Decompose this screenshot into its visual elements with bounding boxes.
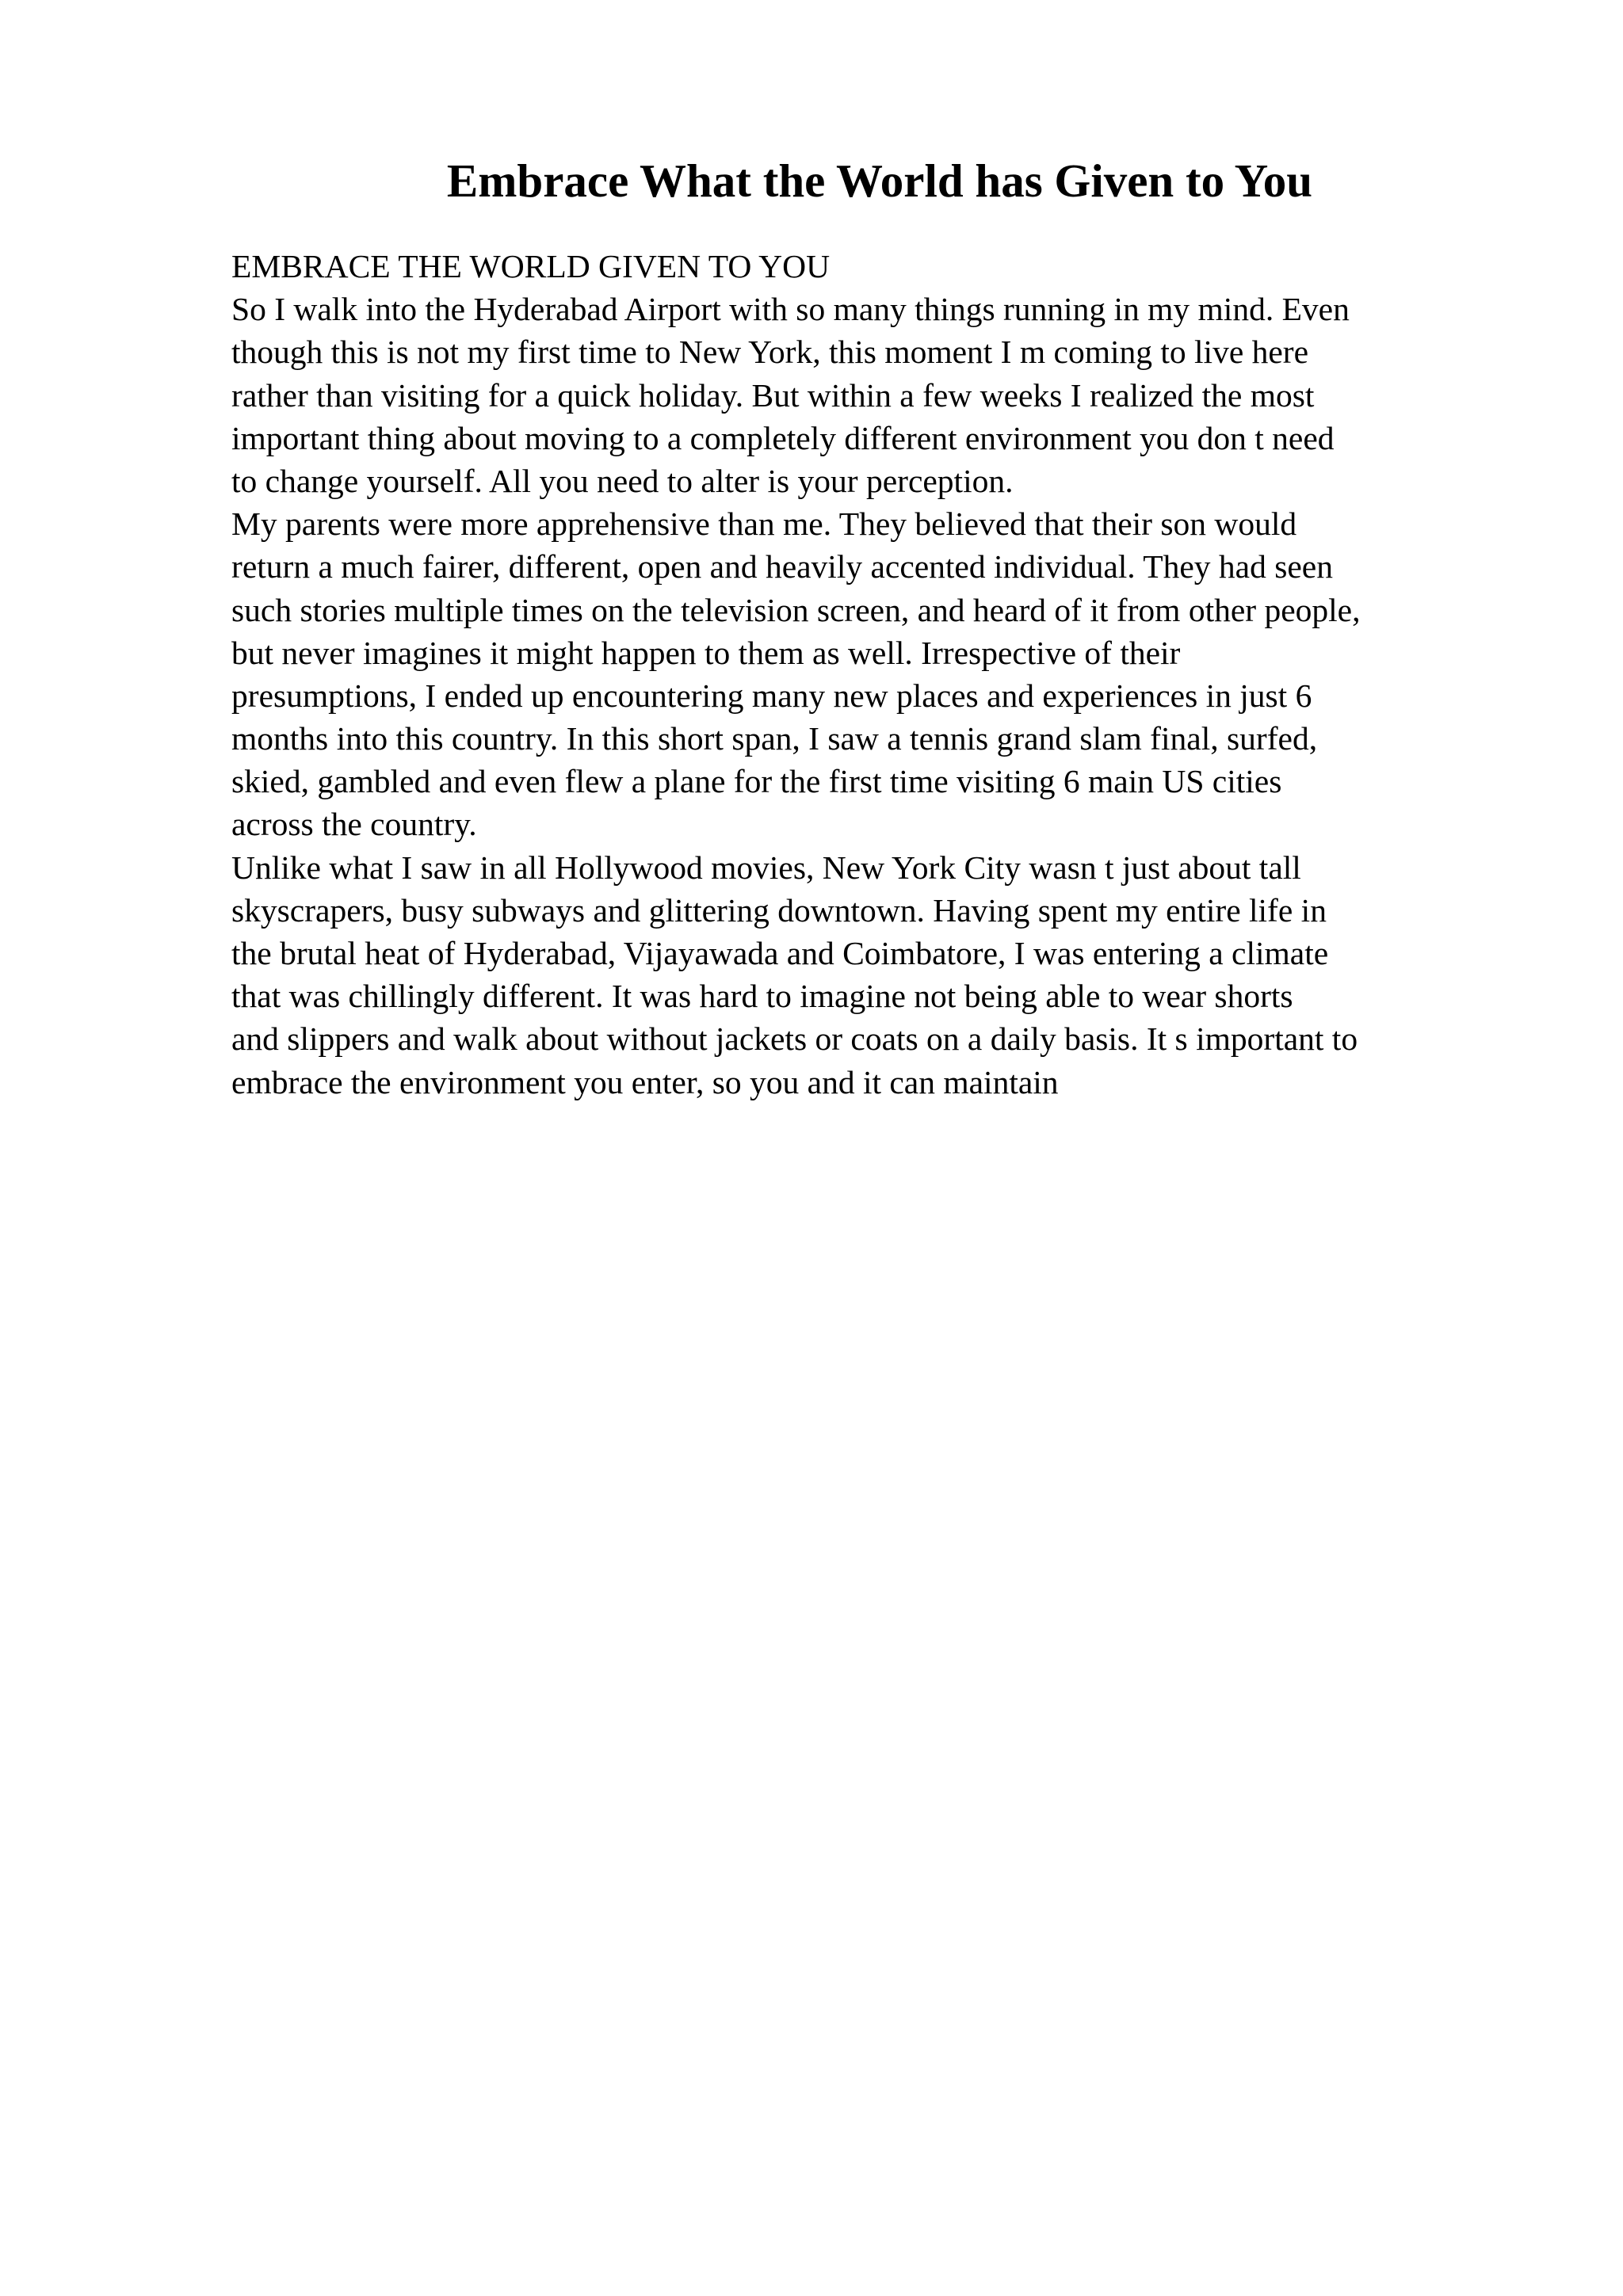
body-line: the brutal heat of Hyderabad, Vijayawada and Coimbatore, I was entering a climate [231, 935, 1329, 971]
body-line: important thing about moving to a completely different environment you don t need [231, 419, 1335, 456]
body-line: Unlike what I saw in all Hollywood movies, New York City wasn t just about tall [231, 849, 1301, 886]
body-line: across the country. [231, 806, 477, 843]
body-line: embrace the environment you enter, so you and it can maintain [231, 1063, 1059, 1100]
body-line: but never imagines it might happen to them as well. Irrespective of their [231, 634, 1181, 671]
body-line: skyscrapers, busy subways and glittering downtown. Having spent my entire life in [231, 891, 1327, 929]
body-line: My parents were more apprehensive than me. They believed that their son would [231, 505, 1297, 543]
document-body [231, 245, 1531, 1104]
document-title: Embrace What the World has Given to You [446, 154, 1313, 207]
body-line: presumptions, I ended up encountering many new places and experiences in just 6 [231, 677, 1312, 714]
body-line: such stories multiple times on the television screen, and heard of it from other people, [231, 591, 1361, 628]
body-line: EMBRACE THE WORLD GIVEN TO YOU [231, 248, 831, 284]
body-line: skied, gambled and even flew a plane for the first time visiting 6 main US cities [231, 763, 1282, 800]
body-line: to change yourself. All you need to alter is your perception. [231, 462, 1014, 499]
body-line: months into this country. In this short span, I saw a tennis grand slam final, surfed, [231, 720, 1318, 757]
body-line: rather than visiting for a quick holiday. But within a few weeks I realized the most [231, 376, 1315, 414]
body-line: though this is not my first time to New York, this moment I m coming to live here [231, 334, 1309, 371]
body-line: return a much fairer, different, open and heavily accented individual. They had seen [231, 548, 1333, 585]
body-line: So I walk into the Hyderabad Airport with so many things running in my mind. Even [231, 291, 1350, 328]
body-line: and slippers and walk about without jackets or coats on a daily basis. It s important to [231, 1020, 1358, 1058]
body-line: that was chillingly different. It was hard to imagine not being able to wear shorts [231, 978, 1293, 1015]
